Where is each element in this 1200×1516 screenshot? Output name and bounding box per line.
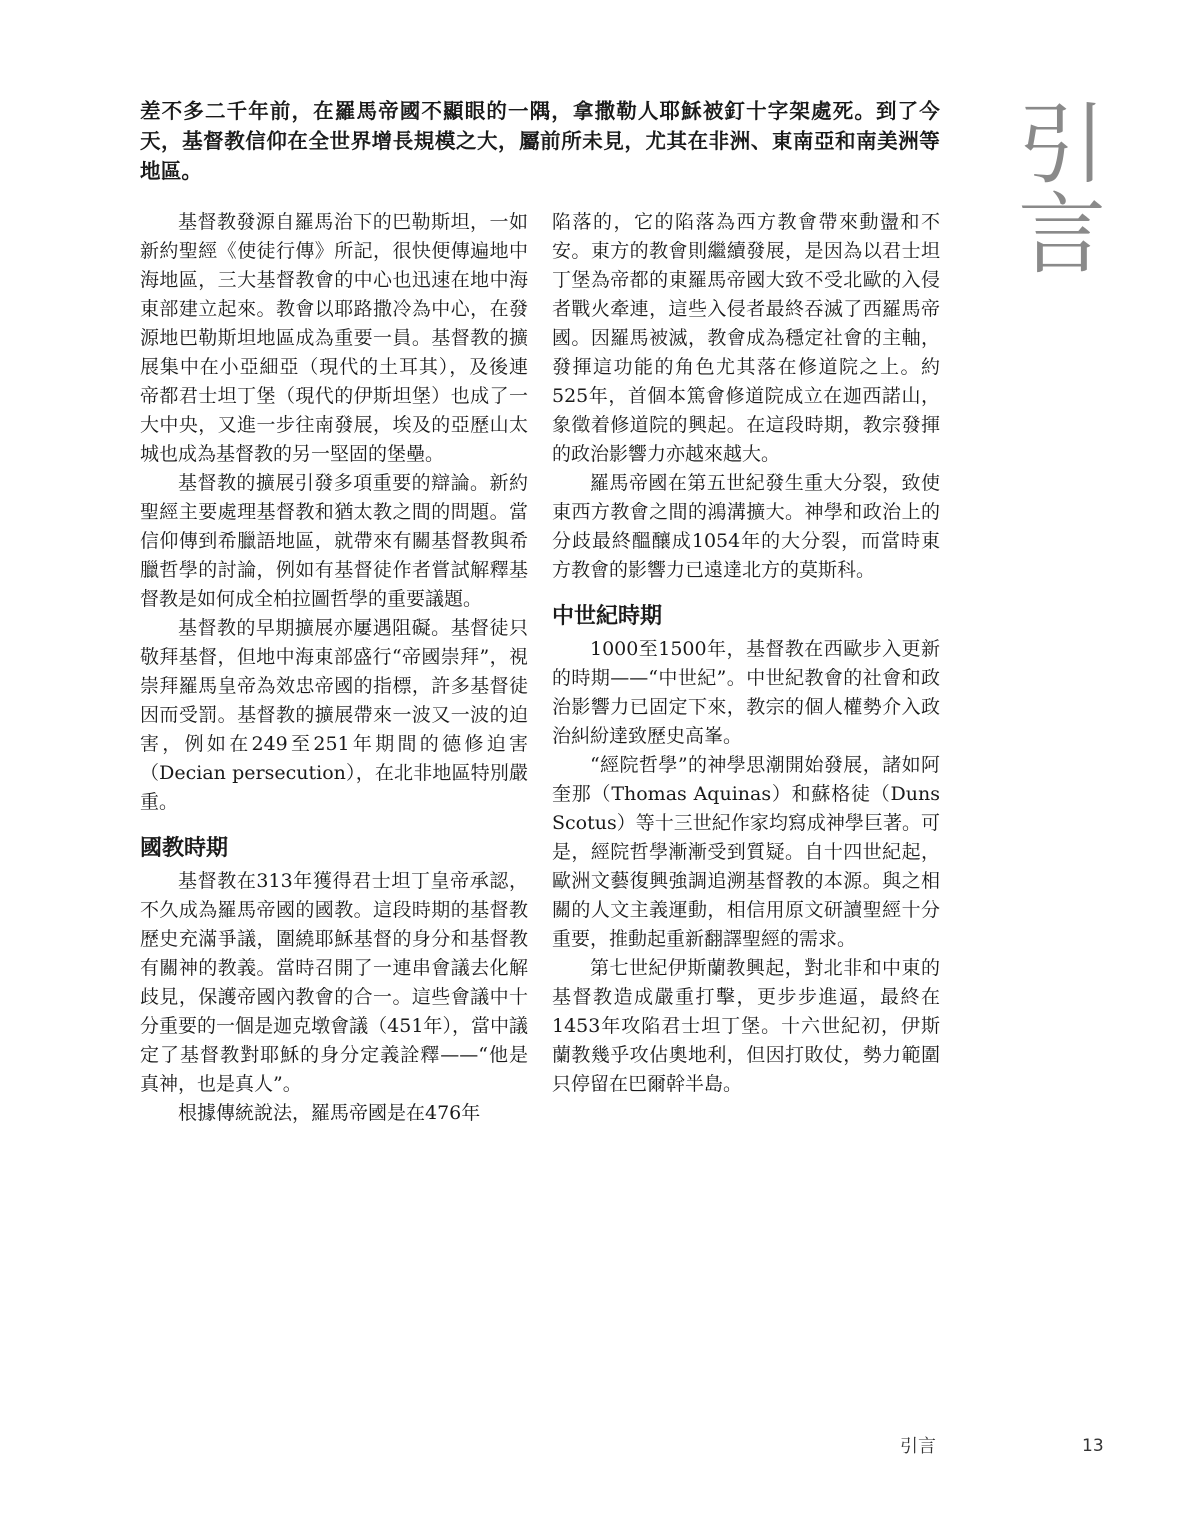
- body-paragraph: 羅馬帝國在第五世紀發生重大分裂，致使東西方教會之間的鴻溝擴大。神學和政治上的分歧最終醞釀成1054年的大分裂，而當時東方教會的影響力已遠達北方的莫斯科。: [552, 472, 940, 581]
- body-paragraph: 基督教的早期擴展亦屢遇阻礙。基督徒只敬拜基督，但地中海東部盛行“帝國崇拜”，視崇拜羅馬皇帝為效忠帝國的指標，許多基督徒因而受罰。基督教的擴展帶來一波又一波的迫害，例如在249至251年期間的德修迫害（Decian persecution），在北非地區特別嚴重。: [140, 617, 528, 813]
- chapter-title: [1012, 93, 1112, 286]
- lead-paragraph: 差不多二千年前，在羅馬帝國不顯眼的一隅，拿撒勒人耶穌被釘十字架處死。到了今天，基督教信仰在全世界增長規模之大，屬前所未見，尤其在非洲、東南亞和南美洲等地區。: [140, 99, 940, 183]
- body-paragraph-continued: 陷落的，它的陷落為西方教會帶來動盪和不安。東方的教會則繼續發展，是因為以君士坦丁堡為帝都的東羅馬帝國大致不受北歐的入侵者戰火牽連，這些入侵者最終吞滅了西羅馬帝國。因羅馬被滅，教會成為穩定社會的主軸，發揮這功能的角色尤其落在修道院之上。約525年，首個本篤會修道院成立在迦西諾山，象徵着修道院的興起。在這段時期，教宗發揮的政治影響力亦越來越大。: [552, 211, 940, 465]
- body-paragraph: 基督教在313年獲得君士坦丁皇帝承認，不久成為羅馬帝國的國教。這段時期的基督教歷史充滿爭議，圍繞耶穌基督的身分和基督教有關神的教義。當時召開了一連串會議去化解歧見，保護帝國內教會的合一。這些會議中十分重要的一個是迦克墩會議（451年），當中議定了基督教對耶穌的身分定義詮釋——“他是真神，也是真人”。: [140, 870, 528, 1095]
- page-number: 13: [1082, 1436, 1104, 1456]
- body-paragraph: 基督教的擴展引發多項重要的辯論。新約聖經主要處理基督教和猶太教之間的問題。當信仰傳到希臘語地區，就帶來有關基督教與希臘哲學的討論，例如有基督徒作者嘗試解釋基督教是如何成全柏拉圖哲學的重要議題。: [140, 472, 528, 610]
- right-column: [552, 208, 940, 1099]
- chapter-title-char-1: 引: [1017, 93, 1106, 196]
- chapter-title-char-2: 言: [1017, 183, 1106, 286]
- body-paragraph: 根據傳統說法，羅馬帝國是在476年: [178, 1102, 481, 1124]
- section-heading-state-religion: 國教時期: [140, 836, 229, 861]
- left-column: [140, 208, 528, 1128]
- section-heading-medieval: 中世紀時期: [552, 604, 663, 629]
- body-paragraph: 基督教發源自羅馬治下的巴勒斯坦，一如新約聖經《使徒行傳》所記，很快便傳遍地中海地區，三大基督教會的中心也迅速在地中海東部建立起來。教會以耶路撒冷為中心，在發源地巴勒斯坦地區成為重要一員。基督教的擴展集中在小亞細亞（現代的土耳其），及後連帝都君士坦丁堡（現代的伊斯坦堡）也成了一大中央，又進一步往南發展，埃及的亞歷山太城也成為基督教的另一堅固的堡壘。: [140, 211, 528, 465]
- body-paragraph: 1000至1500年，基督教在西歐步入更新的時期——“中世紀”。中世紀教會的社會和政治影響力已固定下來，教宗的個人權勢介入政治糾紛達致歷史高峯。: [552, 638, 940, 747]
- body-paragraph: 第七世紀伊斯蘭教興起，對北非和中東的基督教造成嚴重打擊，更步步進逼，最終在1453年攻陷君士坦丁堡。十六世紀初，伊斯蘭教幾乎攻佔奧地利，但因打敗仗，勢力範圍只停留在巴爾幹半島。: [552, 957, 940, 1095]
- body-paragraph: “經院哲學”的神學思潮開始發展，諸如阿奎那（Thomas Aquinas）和蘇格徒（Duns Scotus）等十三世紀作家均寫成神學巨著。可是，經院哲學漸漸受到質疑。自十四世紀起，歐洲文藝復興強調追溯基督教的本源。與之相關的人文主義運動，相信用原文研讀聖經十分重要，推動起重新翻譯聖經的需求。: [552, 754, 940, 950]
- running-footer: 引言: [900, 1436, 936, 1457]
